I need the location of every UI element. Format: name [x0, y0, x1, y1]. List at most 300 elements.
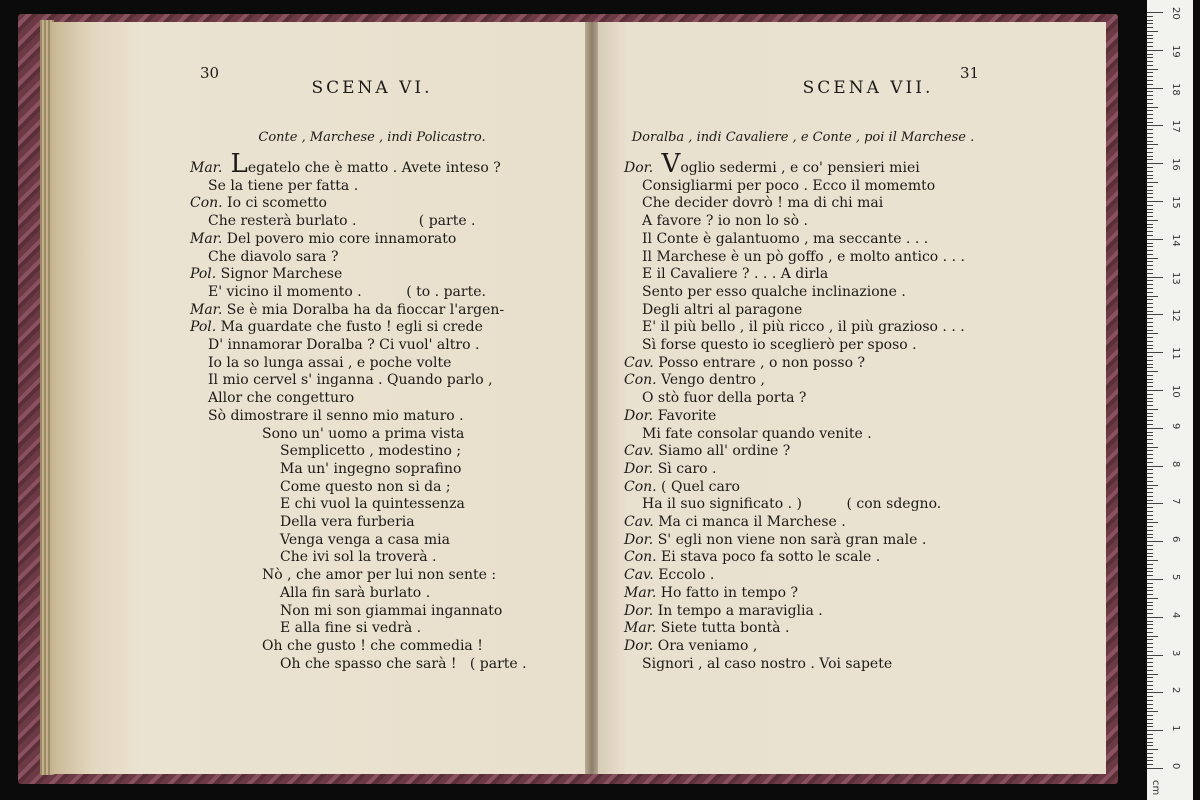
- verse-text: Sì forse questo io sceglierò per sposo .: [642, 337, 917, 354]
- verse-line: [190, 319, 527, 337]
- ruler-minor-tick: [1147, 636, 1158, 637]
- speaker-label: Con.: [190, 195, 223, 212]
- ruler-minor-tick: [1147, 296, 1158, 297]
- ruler-minor-tick: [1147, 515, 1153, 516]
- verse-line: [624, 178, 965, 196]
- ruler-major-tick: [1147, 655, 1163, 656]
- verse-line: [624, 567, 965, 585]
- verse-line: [190, 149, 527, 179]
- ruler-minor-tick: [1147, 227, 1153, 228]
- ruler-minor-tick: [1147, 216, 1153, 217]
- verse-text: E' vicino il momento . ( to . parte.: [208, 283, 486, 300]
- ruler-minor-tick: [1147, 345, 1153, 346]
- ruler-minor-tick: [1147, 662, 1153, 663]
- verse-text: Del povero mio core innamorato: [222, 230, 457, 247]
- verse-line: [624, 195, 965, 213]
- verse-text: Come questo non si da ;: [280, 478, 451, 495]
- ruler-minor-tick: [1147, 443, 1153, 444]
- ruler-minor-tick: [1147, 175, 1153, 176]
- ruler-minor-tick: [1147, 405, 1153, 406]
- ruler-minor-tick: [1147, 231, 1153, 232]
- verse-line: [624, 532, 965, 550]
- ruler-minor-tick: [1147, 556, 1153, 557]
- ruler-minor-tick: [1147, 760, 1153, 761]
- verse-text: Della vera furberia: [280, 514, 415, 531]
- ruler-major-tick: [1147, 617, 1163, 618]
- ruler-minor-tick: [1147, 348, 1153, 349]
- ruler-minor-tick: [1147, 726, 1153, 727]
- ruler-major-tick: [1147, 277, 1163, 278]
- ruler-minor-tick: [1147, 609, 1153, 610]
- ruler-minor-tick: [1147, 330, 1153, 331]
- verse-text: Mi fate consolar quando venite .: [642, 425, 872, 442]
- ruler-minor-tick: [1147, 473, 1153, 474]
- verse-text: Signori , al caso nostro . Voi sapete: [642, 655, 893, 672]
- ruler-minor-tick: [1147, 458, 1153, 459]
- ruler-minor-tick: [1147, 549, 1153, 550]
- verse-line: [190, 284, 527, 302]
- verse-line: [624, 620, 965, 638]
- ruler-minor-tick: [1147, 723, 1153, 724]
- ruler-minor-tick: [1147, 129, 1153, 130]
- ruler-minor-tick: [1147, 246, 1153, 247]
- ruler-minor-tick: [1147, 367, 1153, 368]
- verse-text: Ha il suo significato . ) ( con sdegno.: [642, 496, 942, 513]
- verse-text: Allor che congetturo: [208, 390, 355, 407]
- ruler-minor-tick: [1147, 681, 1153, 682]
- verse-text: Signor Marchese: [216, 266, 343, 283]
- verse-line: [190, 638, 527, 656]
- ruler-minor-tick: [1147, 250, 1153, 251]
- verse-line: [624, 426, 965, 444]
- ruler-minor-tick: [1147, 243, 1153, 244]
- verse-text: Se è mia Doralba ha da fioccar l'argen-: [222, 301, 505, 318]
- speaker-label: Dor.: [624, 160, 654, 176]
- verse-line: [624, 479, 965, 497]
- verse-text: Degli altri al paragone: [642, 301, 803, 318]
- ruler-minor-tick: [1147, 708, 1153, 709]
- verse-text: Sì caro .: [653, 460, 717, 477]
- verse-text: egatelo che è matto . Avete inteso ?: [247, 160, 501, 176]
- ruler-number: 11: [1170, 347, 1181, 360]
- verse-line: [624, 231, 965, 249]
- drop-capital: V: [653, 149, 681, 179]
- ruler-minor-tick: [1147, 337, 1153, 338]
- ruler-minor-tick: [1147, 530, 1153, 531]
- verse-text: Io ci scometto: [222, 195, 327, 212]
- verse-line: [624, 408, 965, 426]
- verse-text: Alla fin sarà burlato .: [280, 584, 431, 601]
- ruler-minor-tick: [1147, 594, 1153, 595]
- ruler-major-tick: [1147, 50, 1163, 51]
- ruler-minor-tick: [1147, 341, 1153, 342]
- verse-line: [624, 585, 965, 603]
- ruler-minor-tick: [1147, 621, 1153, 622]
- ruler-minor-tick: [1147, 114, 1153, 115]
- verse-line: [190, 372, 527, 390]
- ruler-minor-tick: [1147, 454, 1153, 455]
- verse-text: Che decider dovrò ! ma di chi mai: [642, 195, 884, 212]
- ruler-minor-tick: [1147, 31, 1158, 32]
- ruler-number: 7: [1170, 498, 1181, 505]
- ruler-major-tick: [1147, 428, 1163, 429]
- ruler-minor-tick: [1147, 670, 1153, 671]
- verse-text: Ma un' ingegno soprafino: [280, 460, 462, 477]
- verse-line: [190, 195, 527, 213]
- ruler-minor-tick: [1147, 764, 1153, 765]
- page-number: 30: [200, 64, 220, 82]
- ruler-minor-tick: [1147, 711, 1158, 712]
- verse-line: [624, 549, 965, 567]
- ruler-minor-tick: [1147, 432, 1153, 433]
- verse-text: E chi vuol la quintessenza: [280, 496, 465, 513]
- ruler-minor-tick: [1147, 534, 1153, 535]
- speaker-label: Cav.: [624, 354, 654, 371]
- ruler-minor-tick: [1147, 416, 1153, 417]
- verse-line: [190, 266, 527, 284]
- ruler-minor-tick: [1147, 167, 1153, 168]
- ruler-minor-tick: [1147, 258, 1158, 259]
- ruler-minor-tick: [1147, 568, 1153, 569]
- ruler-number: 9: [1170, 422, 1181, 430]
- ruler-minor-tick: [1147, 651, 1153, 652]
- ruler-minor-tick: [1147, 488, 1153, 489]
- verse-text: In tempo a maraviglia .: [653, 602, 823, 619]
- ruler-minor-tick: [1147, 571, 1153, 572]
- ruler-number: 3: [1170, 649, 1181, 656]
- ruler-minor-tick: [1147, 424, 1153, 425]
- ruler-minor-tick: [1147, 450, 1153, 451]
- ruler-minor-tick: [1147, 84, 1153, 85]
- ruler-minor-tick: [1147, 639, 1153, 640]
- verse-text: Ei stava poco fa sotto le scale .: [656, 549, 881, 566]
- ruler-major-tick: [1147, 125, 1163, 126]
- verse-text: Semplicetto , modestino ;: [280, 443, 462, 460]
- verse-line: [190, 514, 527, 532]
- scene-characters: Conte , Marchese , indi Policastro.: [258, 130, 486, 145]
- verse-line: [624, 284, 965, 302]
- ruler-minor-tick: [1147, 719, 1153, 720]
- verse-text: oglio sedermi , e co' pensieri miei: [680, 160, 920, 176]
- verse-line: [624, 390, 965, 408]
- verse-text: Ma ci manca il Marchese .: [653, 514, 846, 531]
- ruler-minor-tick: [1147, 122, 1153, 123]
- ruler-minor-tick: [1147, 689, 1153, 690]
- right-page: [598, 22, 1106, 774]
- verse-line: [190, 426, 527, 444]
- ruler-minor-tick: [1147, 738, 1153, 739]
- ruler-major-tick: [1147, 503, 1163, 504]
- verse-text: Venga venga a casa mia: [280, 531, 450, 548]
- verse-line: [190, 302, 527, 320]
- ruler-number: 10: [1170, 385, 1181, 398]
- ruler-minor-tick: [1147, 57, 1153, 58]
- ruler-minor-tick: [1147, 624, 1153, 625]
- verse-line: [624, 302, 965, 320]
- ruler-minor-tick: [1147, 284, 1153, 285]
- verse-text: O stò fuor della porta ?: [642, 390, 807, 407]
- speaker-label: Mar.: [624, 584, 657, 601]
- ruler-minor-tick: [1147, 318, 1153, 319]
- ruler-number: 17: [1170, 120, 1181, 134]
- ruler-minor-tick: [1147, 371, 1158, 372]
- verse-line: [190, 567, 527, 585]
- ruler-minor-tick: [1147, 91, 1153, 92]
- ruler-minor-tick: [1147, 186, 1153, 187]
- ruler-minor-tick: [1147, 133, 1153, 134]
- ruler-minor-tick: [1147, 137, 1153, 138]
- verse-text: Siete tutta bontà .: [656, 620, 790, 637]
- ruler-minor-tick: [1147, 103, 1153, 104]
- speaker-label: Dor.: [624, 602, 654, 619]
- verse-line: [624, 213, 965, 231]
- verse-text: Se la tiene per fatta .: [208, 177, 359, 194]
- verse-text: Posso entrare , o non posso ?: [653, 354, 865, 371]
- ruler-minor-tick: [1147, 590, 1153, 591]
- ruler-minor-tick: [1147, 613, 1153, 614]
- ruler-minor-tick: [1147, 666, 1153, 667]
- ruler-minor-tick: [1147, 496, 1153, 497]
- verse-line: [624, 496, 965, 514]
- speaker-label: Mar.: [190, 160, 223, 176]
- ruler-minor-tick: [1147, 23, 1153, 24]
- speaker-label: Con.: [624, 549, 657, 566]
- ruler-minor-tick: [1147, 76, 1153, 77]
- ruler-minor-tick: [1147, 583, 1153, 584]
- speaker-label: Pol.: [190, 266, 217, 283]
- ruler-minor-tick: [1147, 420, 1153, 421]
- ruler-minor-tick: [1147, 364, 1153, 365]
- ruler-minor-tick: [1147, 685, 1153, 686]
- ruler-minor-tick: [1147, 511, 1153, 512]
- ruler-number: 20: [1170, 7, 1181, 20]
- ruler-minor-tick: [1147, 745, 1153, 746]
- ruler-number: 12: [1170, 309, 1181, 323]
- verse-line: [624, 149, 965, 179]
- ruler-minor-tick: [1147, 69, 1158, 70]
- ruler-minor-tick: [1147, 492, 1153, 493]
- verse-line: [624, 372, 965, 390]
- ruler-minor-tick: [1147, 734, 1153, 735]
- left-page: [52, 22, 587, 774]
- ruler-minor-tick: [1147, 144, 1158, 145]
- ruler-minor-tick: [1147, 311, 1153, 312]
- verse-text: Che resterà burlato . ( parte .: [208, 213, 476, 230]
- verse-text: Nò , che amor per lui non sente :: [262, 567, 497, 584]
- verse-line: [190, 249, 527, 267]
- ruler-number: 8: [1170, 460, 1181, 467]
- ruler-minor-tick: [1147, 677, 1153, 678]
- ruler-minor-tick: [1147, 553, 1153, 554]
- verse-text: Ora veniamo ,: [653, 637, 758, 654]
- verse-text: Siamo all' ordine ?: [653, 443, 791, 460]
- ruler-minor-tick: [1147, 462, 1153, 463]
- ruler-minor-tick: [1147, 481, 1153, 482]
- ruler-number: 19: [1170, 44, 1181, 58]
- ruler-minor-tick: [1147, 307, 1153, 308]
- ruler-minor-tick: [1147, 99, 1153, 100]
- ruler-number: 13: [1170, 271, 1181, 285]
- verse-line: [190, 231, 527, 249]
- ruler-minor-tick: [1147, 643, 1153, 644]
- ruler-minor-tick: [1147, 519, 1153, 520]
- ruler-minor-tick: [1147, 485, 1158, 486]
- ruler-minor-tick: [1147, 658, 1153, 659]
- ruler-minor-tick: [1147, 190, 1153, 191]
- verse-text: D' innamorar Doralba ? Ci vuol' altro .: [208, 337, 480, 354]
- ruler-minor-tick: [1147, 159, 1153, 160]
- ruler-major-tick: [1147, 692, 1163, 693]
- ruler-minor-tick: [1147, 379, 1153, 380]
- ruler-minor-tick: [1147, 757, 1153, 758]
- verse-text: Il Marchese è un pò goffo , e molto antico . . .: [642, 248, 965, 265]
- ruler-minor-tick: [1147, 269, 1153, 270]
- verse-text: Il mio cervel s' inganna . Quando parlo ,: [208, 372, 493, 389]
- speaker-label: Cav.: [624, 514, 654, 531]
- ruler-major-tick: [1147, 768, 1163, 769]
- verse-text: E il Cavaliere ? . . . A dirla: [642, 266, 829, 283]
- ruler-major-tick: [1147, 163, 1163, 164]
- ruler-minor-tick: [1147, 360, 1153, 361]
- verse-line: [624, 603, 965, 621]
- verse-text: S' egli non viene non sarà gran male .: [653, 531, 927, 548]
- verse-line: [190, 496, 527, 514]
- book-spine: [585, 22, 599, 774]
- ruler-minor-tick: [1147, 382, 1153, 383]
- verse-text: E' il più bello , il più ricco , il più grazioso . . .: [642, 319, 965, 336]
- ruler-major-tick: [1147, 466, 1163, 467]
- ruler-minor-tick: [1147, 333, 1158, 334]
- ruler-minor-tick: [1147, 20, 1153, 21]
- verse-line: [624, 337, 965, 355]
- ruler-minor-tick: [1147, 141, 1153, 142]
- ruler-minor-tick: [1147, 197, 1153, 198]
- verse-line: [624, 355, 965, 373]
- verse-line: [190, 443, 527, 461]
- ruler-minor-tick: [1147, 674, 1158, 675]
- verse-text: Eccolo .: [653, 567, 715, 584]
- ruler-minor-tick: [1147, 742, 1153, 743]
- verse-line: [624, 249, 965, 267]
- ruler-minor-tick: [1147, 356, 1153, 357]
- verse-line: [190, 479, 527, 497]
- ruler-number: 5: [1170, 574, 1181, 581]
- scene-characters: Doralba , indi Cavaliere , e Conte , poi il Marchese .: [631, 130, 975, 145]
- ruler-minor-tick: [1147, 254, 1153, 255]
- verse-line: [624, 514, 965, 532]
- ruler-minor-tick: [1147, 224, 1153, 225]
- ruler-minor-tick: [1147, 605, 1153, 606]
- verse-line: [190, 585, 527, 603]
- speaker-label: Mar.: [190, 301, 223, 318]
- ruler-minor-tick: [1147, 587, 1153, 588]
- ruler-minor-tick: [1147, 42, 1153, 43]
- drop-capital: L: [222, 149, 248, 179]
- ruler-minor-tick: [1147, 72, 1153, 73]
- verse-text: Oh che gusto ! che commedia !: [262, 637, 483, 654]
- ruler-number: 0: [1170, 763, 1181, 770]
- ruler-minor-tick: [1147, 507, 1153, 508]
- verse-text: Il Conte è galantuomo , ma seccante . . .: [642, 230, 929, 247]
- verse-line: [190, 549, 527, 567]
- ruler-minor-tick: [1147, 647, 1153, 648]
- ruler-minor-tick: [1147, 110, 1153, 111]
- speaker-label: Dor.: [624, 460, 654, 477]
- verse-line: [624, 443, 965, 461]
- verse-text: Sono un' uomo a prima vista: [262, 425, 465, 442]
- speaker-label: Mar.: [624, 620, 657, 637]
- verse-line: [190, 337, 527, 355]
- ruler-minor-tick: [1147, 439, 1153, 440]
- ruler-number: 1: [1170, 725, 1181, 732]
- ruler-minor-tick: [1147, 413, 1153, 414]
- ruler-minor-tick: [1147, 375, 1153, 376]
- ruler-minor-tick: [1147, 80, 1153, 81]
- ruler-minor-tick: [1147, 273, 1153, 274]
- ruler-minor-tick: [1147, 394, 1153, 395]
- verse-text: A favore ? io non lo sò .: [642, 213, 808, 230]
- verse-line: [190, 355, 527, 373]
- ruler-major-tick: [1147, 730, 1163, 731]
- ruler-minor-tick: [1147, 95, 1153, 96]
- verse-line: [190, 532, 527, 550]
- ruler-minor-tick: [1147, 303, 1153, 304]
- verse-line: [624, 656, 965, 674]
- ruler-minor-tick: [1147, 700, 1153, 701]
- ruler-minor-tick: [1147, 193, 1153, 194]
- ruler-minor-tick: [1147, 280, 1153, 281]
- verse-text: Non mi son giammai ingannato: [280, 602, 503, 619]
- ruler-number: 15: [1170, 196, 1181, 209]
- verse-text: E alla fine si vedrà .: [280, 620, 422, 637]
- measurement-ruler: [1147, 0, 1193, 800]
- ruler-minor-tick: [1147, 401, 1153, 402]
- ruler-minor-tick: [1147, 628, 1153, 629]
- ruler-minor-tick: [1147, 265, 1153, 266]
- ruler-minor-tick: [1147, 522, 1158, 523]
- verse-text: Sò dimostrare il senno mio maturo .: [208, 407, 464, 424]
- verse-text: Favorite: [653, 407, 717, 424]
- ruler-minor-tick: [1147, 602, 1153, 603]
- ruler-minor-tick: [1147, 148, 1153, 149]
- ruler-minor-tick: [1147, 35, 1153, 36]
- ruler-minor-tick: [1147, 469, 1153, 470]
- ruler-major-tick: [1147, 314, 1163, 315]
- ruler-minor-tick: [1147, 209, 1153, 210]
- speaker-label: Dor.: [624, 531, 654, 548]
- ruler-minor-tick: [1147, 61, 1153, 62]
- ruler-minor-tick: [1147, 598, 1158, 599]
- ruler-number: 18: [1170, 82, 1181, 96]
- ruler-number: 2: [1170, 687, 1181, 694]
- ruler-minor-tick: [1147, 118, 1153, 119]
- ruler-minor-tick: [1147, 632, 1153, 633]
- ruler-unit: cm: [1150, 780, 1161, 796]
- ruler-minor-tick: [1147, 560, 1158, 561]
- ruler-minor-tick: [1147, 107, 1158, 108]
- speaker-label: Mar.: [190, 230, 223, 247]
- ruler-major-tick: [1147, 88, 1163, 89]
- ruler-minor-tick: [1147, 435, 1153, 436]
- verse-text: Che ivi sol la troverà .: [280, 549, 437, 566]
- verse-block: [190, 149, 527, 673]
- verse-text: Ho fatto in tempo ?: [656, 584, 798, 601]
- ruler-minor-tick: [1147, 235, 1153, 236]
- ruler-number: 14: [1170, 233, 1181, 247]
- ruler-minor-tick: [1147, 178, 1153, 179]
- ruler-minor-tick: [1147, 704, 1153, 705]
- ruler-number: 16: [1170, 158, 1181, 171]
